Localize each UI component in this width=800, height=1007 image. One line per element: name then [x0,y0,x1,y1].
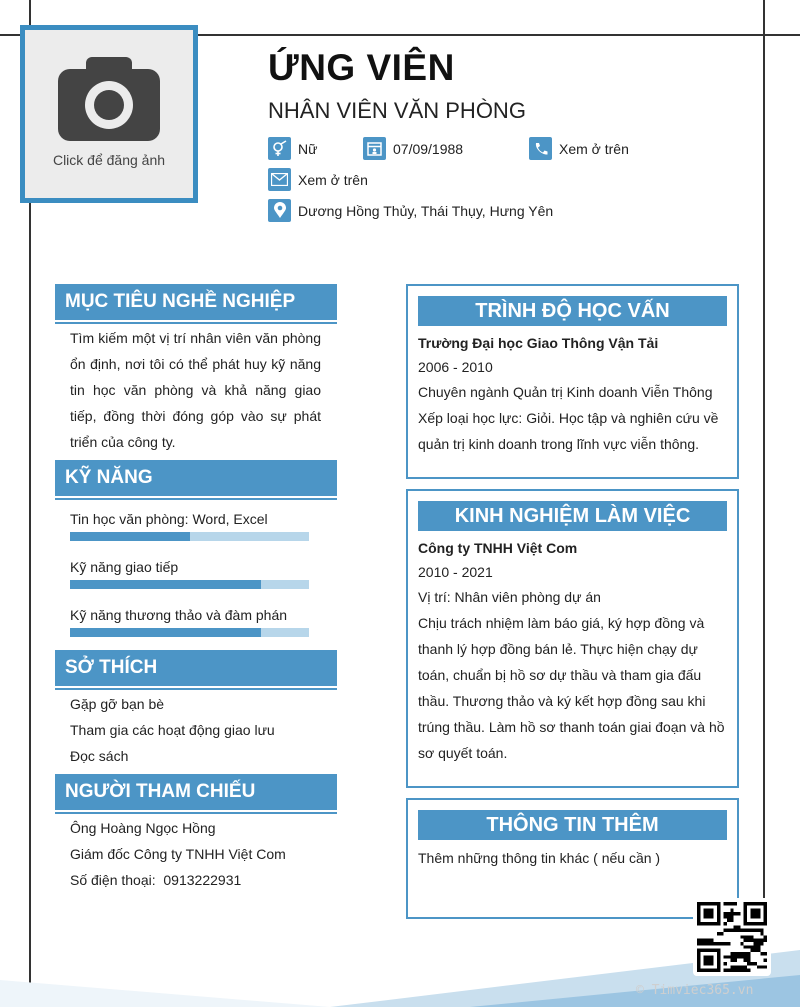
phone-field[interactable] [529,137,629,160]
skill-label[interactable]: Kỹ năng thương thảo và đàm phán [70,607,288,623]
additional-text[interactable]: Thêm những thông tin khác ( nếu cần ) [418,850,661,866]
skill-label[interactable]: Tin học văn phòng: Word, Excel [70,511,268,527]
hobby-item[interactable]: Đọc sách [70,748,129,764]
location-pin-icon [268,199,291,222]
frame-right-line [763,0,765,900]
skill-bar [70,580,309,589]
candidate-name[interactable]: ỨNG VIÊN [268,47,455,88]
skill-bar-fill [70,532,190,541]
email-value: Xem ở trên [298,171,368,188]
calendar-icon [363,137,386,160]
candidate-position[interactable]: NHÂN VIÊN VĂN PHÒNG [268,98,526,123]
education-detail[interactable]: Xếp loại học lực: Giỏi. Học tập và nghiên cứu về quản trị kinh doanh trong lĩnh vực viễn thông. [418,410,719,452]
reference-phone[interactable]: Số điện thoại: 0913222931 [70,872,242,888]
hobbies-heading[interactable]: SỞ THÍCH [55,650,337,686]
camera-icon [58,55,160,143]
qr-code-image [697,902,767,972]
email-field[interactable] [268,168,368,191]
address-value: Dương Hồng Thủy, Thái Thụy, Hưng Yên [298,202,554,219]
experience-heading[interactable]: KINH NGHIỆM LÀM VIỆC [418,501,727,531]
phone-value: Xem ở trên [559,140,629,157]
gender-value: Nữ [298,140,318,157]
education-period[interactable]: 2006 - 2010 [418,359,493,375]
hobby-item[interactable]: Gặp gỡ bạn bè [70,696,165,712]
phone-icon [529,137,552,160]
birthday-field[interactable] [363,137,463,160]
objective-heading[interactable]: MỤC TIÊU NGHỀ NGHIỆP [55,284,337,320]
skill-label[interactable]: Kỹ năng giao tiếp [70,559,179,575]
gender-field[interactable] [268,137,317,160]
watermark: © Timviec365.vn [636,983,754,998]
additional-heading[interactable]: THÔNG TIN THÊM [418,810,727,840]
experience-company[interactable]: Công ty TNHH Việt Com [418,540,578,556]
hobby-item[interactable]: Tham gia các hoạt động giao lưu [70,722,275,738]
qr-code[interactable] [693,898,771,976]
experience-role[interactable]: Vị trí: Nhân viên phòng dự án [418,589,601,605]
reference-name[interactable]: Ông Hoàng Ngọc Hồng [70,820,216,836]
gender-icon [268,137,291,160]
photo-upload[interactable] [20,25,198,203]
skill-bar [70,532,309,541]
skills-heading[interactable]: KỸ NĂNG [55,460,337,496]
experience-period[interactable]: 2010 - 2021 [418,564,493,580]
references-heading[interactable]: NGƯỜI THAM CHIẾU [55,774,337,810]
address-field[interactable] [268,199,553,222]
education-major[interactable]: Chuyên ngành Quản trị Kinh doanh Viễn Thông [418,384,713,400]
reference-role[interactable]: Giám đốc Công ty TNHH Việt Com [70,846,286,862]
objective-text[interactable]: Tìm kiếm một vị trí nhân viên văn phòng ổn định, nơi tôi có thể phát huy kỹ năng tin học văn phòng và khả năng giao tiếp, đồng thời đóng góp vào sự phát triển của công ty. [70,330,321,450]
skill-bar-fill [70,628,261,637]
birthday-value: 07/09/1988 [393,140,464,157]
education-school[interactable]: Trường Đại học Giao Thông Vận Tải [418,335,659,351]
skill-bar [70,628,309,637]
skill-bar-fill [70,580,261,589]
experience-detail[interactable]: Chịu trách nhiệm làm báo giá, ký hợp đồng và thanh lý hợp đồng bán lẻ. Thực hiện chạy dự toán, chuẩn bị hồ sơ dự thầu và tham gia đấu thầu. Thương thảo và ký kết hợp đồng sau khi trúng thầu. Làm hồ sơ thanh toán giai đoạn và hồ sơ quyết toán. [418,615,725,761]
education-heading[interactable]: TRÌNH ĐỘ HỌC VẤN [418,296,727,326]
photo-upload-label: Click để đăng ảnh [52,152,166,168]
email-icon [268,168,291,191]
